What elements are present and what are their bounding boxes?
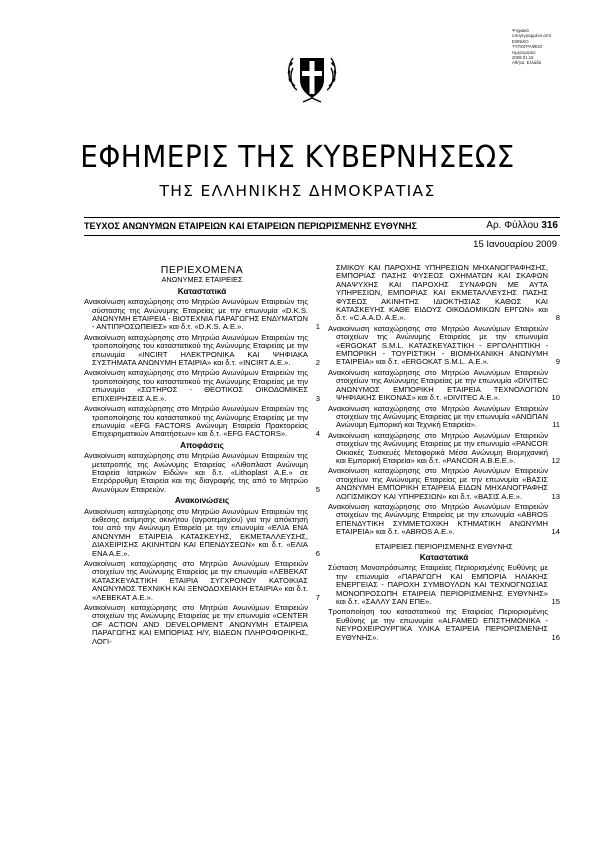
toc-page-number: 1 — [315, 322, 320, 332]
stamp-line: υπογεγραμμένο από — [512, 33, 552, 39]
toc-entry-text: Ανακοίνωση καταχώρησης στο Μητρώο Ανωνύμων Εταιρειών στοιχείων της Ανώνυμης Εταιρείας με την επωνυμία «ΛΕΒΕΚΑΤ ΚΑΤΑΣΚΕΥΑΣΤΙΚΗ ΕΤΑΙΡΙΑ ΣΥΓΧΡΟΝΟΥ ΚΑΤΟΙΚΙΑΣ ΑΝΩΝΥΜΟΣ ΤΕΧΝΙΚΗ ΚΑΙ ΞΕΝΟΔΟΧΕΙΑΚΗ ΕΤΑΙΡΙΑ» και δ.τ. «ΛΕΒΕΚΑΤ Α.Ε.». — [84, 559, 308, 602]
gazette-subtitle: ΤΗΣ ΕΛΛΗΝΙΚΗΣ ΔΗΜΟΚΡΑΤΙΑΣ — [159, 182, 436, 200]
toc-page-number: 7 — [315, 592, 320, 602]
toc-entry-continued[interactable] — [328, 264, 560, 323]
stamp-line: Ψηφιακά — [512, 28, 529, 33]
toc-entry[interactable] — [84, 369, 320, 403]
toc-entry-text: Ανακοίνωση καταχώρησης στο Μητρώο Ανωνύμων Εταιρειών στοιχείων της Ανώνυμης Εταιρείας με την επωνυμία «PANCOR Οικιακές Συσκευές Μεταφορικά Μέσα Ανώνυμη Βιομηχανική και Εμπορική Εταιρεία» και δ.τ. «PANCOR A.B.E.E.». — [328, 430, 548, 465]
subsection-heading: Καταστατικά — [419, 553, 469, 562]
toc-page-number: 6 — [315, 548, 320, 558]
toc-entry[interactable] — [328, 405, 560, 430]
toc-entry[interactable] — [84, 405, 320, 439]
toc-entry[interactable] — [328, 432, 560, 466]
toc-page-number: 9 — [555, 357, 560, 367]
gazette-title: ΕΦΗΜΕΡΙΣ ΤΗΣ ΚΥΒΕΡΝΗΣΕΩΣ — [80, 140, 515, 175]
toc-entry-text: Ανακοίνωση καταχώρησης στο Μητρώο Ανωνύμων Εταιρειών της μετατροπής της Ανώνυμης Εταιρείας «Λιθοπλαστ Ανώνυμη Εταιρεία Ιατρικών Ειδών» και δ.τ. «Lithoplast A.E.» σε Ετερόρρυθμη Εταιρεία και της διαγραφής της από το Μητρώο Ανωνύμων Εταιρειών. — [84, 451, 308, 494]
toc-page-number: 5 — [315, 484, 320, 494]
stamp-line: 2009.01.15 — [512, 55, 534, 61]
toc-page-number: 14 — [551, 527, 560, 537]
toc-page-number: 10 — [551, 393, 560, 403]
toc-page-number: 8 — [555, 313, 560, 323]
toc-column-right — [328, 264, 560, 644]
issue-bar — [84, 219, 560, 234]
toc-page-number: 2 — [315, 358, 320, 368]
toc-page-number: 3 — [315, 393, 320, 403]
toc-entry[interactable] — [84, 334, 320, 368]
subsection-heading: Καταστατικά — [177, 286, 227, 296]
stamp-line: ΕΘΝΙΚΟ — [512, 38, 529, 44]
greek-coat-of-arms-icon — [285, 46, 339, 110]
sheet-number-label — [486, 220, 558, 231]
toc-entry-text: Ανακοίνωση καταχώρησης στο Μητρώο Ανωνύμων Εταιρειών στοιχείων της Ανώνυμης Εταιρείας με την επωνυμία «CENTER OF ACTION AND DEVELOPMENT ΑΝΩΝΥΜΗ ΕΤΑΙΡΕΙΑ ΠΑΡΑΓΩΓΗΣ ΚΑΙ ΕΜΠΟΡΙΑΣ Η/Υ, ΒΙΔΕΩΝ ΠΛΗΡΟΦΟΡΙΚΗΣ, ΛΟΓΙ- — [84, 603, 308, 646]
divider — [84, 217, 560, 218]
toc-entry-text: Ανακοίνωση καταχώρησης στο Μητρώο Ανωνύμων Εταιρειών στοιχείων της Ανώνυμης Εταιρείας με την επωνυμία «DIVITEC ΑΝΩΝΥΜΟΣ ΕΜΠΟΡΙΚΗ ΕΤΑΙΡΕΙΑ ΤΕΧΝΟΛΟΓΙΩΝ ΨΗΦΙΑΚΗΣ ΕΙΚΟΝΑΣ» και δ.τ. «DIVITEC A.E.». — [328, 367, 548, 403]
toc-page-number: 16 — [551, 632, 560, 642]
toc-column-left — [84, 264, 320, 648]
section-heading: ΕΤΑΙΡΕΙΕΣ ΠΕΡΙΟΡΙΣΜΕΝΗΣ ΕΥΘΥΝΗΣ — [375, 541, 513, 551]
sheet-label: Αρ. Φύλλου — [486, 220, 539, 231]
toc-entry-text: Ανακοίνωση καταχώρησης στο Μητρώο Ανωνύμων Εταιρειών της τροποποίησης του καταστατικού της Ανώνυμης Εταιρείας με την επωνυμία «EFG FACTORS Ανώνυμη Εταιρεία Πρακτορείας Επιχειρηματικών Απαιτήσεων» και δ.τ. «EFG FACTORS». — [84, 404, 308, 439]
issue-type: ΤΕΥΧΟΣ ΑΝΩΝΥΜΩΝ ΕΤΑΙΡΕΙΩΝ ΚΑΙ ΕΤΑΙΡΕΙΩΝ ΠΕΡΙΩΡΙΣΜΕΝΗΣ ΕΥΘΥΝΗΣ — [84, 221, 417, 231]
sheet-number: 316 — [541, 220, 558, 231]
toc-entry[interactable] — [328, 503, 560, 537]
toc-entry-text: Ανακοίνωση καταχώρησης στο Μητρώο Ανωνύμων Εταιρειών στοιχείων της Ανώνυμης Εταιρείας με την επωνυμία «ERGOKAT S.M.L. ΚΑΤΑΣΚΕΥΑΣΤΙΚΗ - ΕΡΓΟΛΗΠΤΙΚΗ - ΕΜΠΟΡΙΚΗ - ΤΟΥΡΙΣΤΙΚΗ - ΒΙΟΜΗΧΑΝΙΚΗ ΑΝΩΝΥΜΗ ΕΤΑΙΡΕΙΑ» και δ.τ. «ERGOKAT S.M.L. Α.Ε.». — [328, 323, 548, 367]
toc-entry-text: Ανακοίνωση καταχώρησης στο Μητρώο Ανωνύμων Εταιρειών στοιχείων της Ανώνυμης Εταιρείας με την επωνυμία «ΒΑΣΙΣ ΑΝΩΝΥΜΗ ΕΜΠΟΡΙΚΗ ΕΤΑΙΡΕΙΑ ΕΙΔΩΝ ΜΗΧΑΝΟΓΡΑΦΗΣ ΛΟΓΙΣΜΙΚΟΥ ΚΑΙ ΥΠΗΡΕΣΙΩΝ» και δ.τ. «ΒΑΣΙΣ Α.Ε.». — [328, 466, 548, 501]
toc-page-number: 12 — [551, 455, 560, 465]
issue-date: 15 Ιανουαρίου 2009 — [473, 239, 557, 250]
toc-entry[interactable] — [328, 325, 560, 367]
subsection-heading: Ανακοινώσεις — [174, 496, 230, 506]
toc-entry[interactable] — [84, 452, 320, 494]
toc-entry[interactable] — [84, 604, 320, 646]
digital-signature-stamp — [512, 28, 584, 66]
toc-entry-text: Ανακοίνωση καταχώρησης στο Μητρώο Ανωνύμων Εταιρειών στοιχείων της Ανώνυμης Εταιρείας με την επωνυμία «ΑΝΩΠΑΝ Ανώνυμη Εμπορική και Τεχνική Εταιρεία». — [328, 403, 548, 430]
stamp-line: Ημερομηνία: — [512, 49, 536, 55]
toc-page-number: 11 — [552, 420, 560, 430]
toc-entry[interactable] — [84, 298, 320, 332]
toc-entry-text: Ανακοίνωση καταχώρησης στο Μητρώο Ανωνύμων Εταιρειών της τροποποίησης του καταστατικού της Ανώνυμης Εταιρείας με την επωνυμία «INCIRT ΗΛΕΚΤΡΟΝΙΚΑ ΚΑΙ ΨΗΦΙΑΚΑ ΣΥΣΤΗΜΑΤΑ ΑΝΩΝΥΜΗ ΕΤΑΙΡΙΑ» και δ.τ. «INCIRT A.E.». — [84, 332, 308, 368]
toc-entry-text: Ανακοίνωση καταχώρησης στο Μητρώο Ανωνύμων Εταιρειών της σύστασης της Ανώνυμης Εταιρείας με την επωνυμία «D.K.S. ΑΝΩΝΥΜΗ ΕΤΑΙΡΕΙΑ - ΒΙΟΤΕΧΝΙΑ ΠΑΡΑΓΩΓΗΣ ΕΝΔΥΜΑΤΩΝ - ΑΝΤΙΠΡΟΣΩΠΕΙΕΣ» και δ.τ. «D.K.S. Α.Ε.». — [84, 297, 308, 332]
toc-entry-text: Σύσταση Μονοπρόσωπης Εταιρείας Περιορισμένης Ευθύνης με την επωνυμία «ΠΑΡΑΓΩΓΗ ΚΑΙ ΕΜΠΟΡΙΑ ΗΛΙΑΚΗΣ ΕΝΕΡΓΕΙΑΣ - ΠΑΡΟΧΗ ΣΥΜΒΟΥΛΩΝ ΚΑΙ ΤΕΧΝΟΓΝΩΣΙΑΣ ΜΟΝΟΠΡΟΣΩΠΗ ΕΤΑΙΡΕΙΑ ΠΕΡΙΟΡΙΣΜΕΝΗΣ ΕΥΘΥΝΗΣ» και δ.τ. «ΣΑΛΛΥ ΣΑΝ ΕΠΕ». — [328, 563, 548, 607]
toc-entry[interactable] — [84, 508, 320, 558]
toc-entry-text: Ανακοίνωση καταχώρησης στο Μητρώο Ανωνύμων Εταιρειών της τροποποίησης του καταστατικού της Ανώνυμης Εταιρείας με την επωνυμία «ΣΩΤΗΡΟΣ - ΘΕΟΤΙΚΟΣ ΟΙΚΟΔΟΜΙΚΕΣ ΕΠΙΧΕΙΡΗΣΕΙΣ Α.Ε.». — [84, 368, 308, 403]
divider — [84, 235, 560, 236]
toc-page-number: 15 — [551, 597, 560, 607]
toc-heading: ΠΕΡΙΕΧΟΜΕΝΑ — [160, 264, 244, 276]
toc-entry[interactable] — [328, 564, 560, 606]
toc-page-number: 13 — [551, 491, 560, 501]
toc-page-number: 4 — [315, 429, 320, 439]
toc-entry-text: ΣΜΙΚΟΥ ΚΑΙ ΠΑΡΟΧΗΣ ΥΠΗΡΕΣΙΩΝ ΜΗΧΑΝΟΓΡΑΦΗΣΗΣ, ΕΜΠΟΡΙΑΣ ΠΑΣΗΣ ΦΥΣΕΩΣ ΟΧΗΜΑΤΩΝ ΚΑΙ ΣΚΑΦΩΝ ΑΝΑΨΥΧΗΣ ΚΑΙ ΠΑΡΟΧΗΣ ΣΥΝΑΦΩΝ ΜΕ ΑΥΤΑ ΥΠΗΡΕΣΙΩΝ, ΕΜΠΟΡΙΑΣ ΚΑΙ ΕΚΜΕΤΑΛΛΕΥΣΗΣ ΠΑΣΗΣ ΦΥΣΕΩΣ ΑΚΙΝΗΤΗΣ ΙΔΙΟΚΤΗΣΙΑΣ ΚΑΘΩΣ ΚΑΙ ΚΑΤΑΣΚΕΥΗΣ ΚΑΘΕ ΕΙΔΟΥΣ ΟΙΚΟΔΟΜΙΚΩΝ ΕΡΓΩΝ» και δ.τ. «C.A.A.D. A.E.». — [336, 263, 548, 323]
toc-entry[interactable] — [328, 369, 560, 403]
stamp-line: Αθήνα, Ελλάδα — [512, 60, 542, 66]
toc-entry[interactable] — [84, 560, 320, 602]
toc-entry-text: Ανακοίνωση καταχώρησης στο Μητρώο Ανωνύμων Εταιρειών στοιχείων της Ανώνυμης Εταιρείας με την επωνυμία «ABROS ΕΠΕΝΔΥΤΙΚΗ ΣΥΜΜΕΤΟΧΙΚΗ ΚΤΗΜΑΤΙΚΗ ΑΝΩΝΥΜΗ ΕΤΑΙΡΕΙΑ» και δ.τ. «ABROS A.E.». — [328, 501, 548, 537]
toc-entry[interactable] — [328, 608, 560, 642]
toc-entry-text: Τροποποίηση του καταστατικού της Εταιρείας Περιορισμένης Ευθύνης με την επωνυμία «ALFAMED ΕΠΙΣΤΗΜΟΝΙΚΑ - ΝΕΥΡΟΧΕΙΡΟΥΡΓΙΚΑ ΥΛΙΚΑ ΕΤΑΙΡΕΙΑ ΠΕΡΙΟΡΙΣΜΕΝΗΣ ΕΥΘΥΝΗΣ». — [328, 607, 548, 642]
subsection-heading: Αποφάσεις — [180, 440, 224, 450]
toc-entry[interactable] — [328, 467, 560, 501]
section-heading: ΑΝΩΝΥΜΕΣ ΕΤΑΙΡΕΙΕΣ — [161, 275, 243, 285]
stamp-line: ΤΥΠΟΓΡΑΦΕΙΟ — [512, 44, 543, 50]
toc-entry-text: Ανακοίνωση καταχώρησης στο Μητρώο Ανωνύμων Εταιρειών της έκθεσης εκτίμησης ακινήτου (αγροτεμαχίου) για την απόκτησή του από την Ανώνυμη Εταιρεία με την επωνυμία «ΕΛΙΑ ΕΝΑ ΑΝΩΝΥΜΗ ΕΤΑΙΡΕΙΑ ΚΑΤΑΣΚΕΥΗΣ, ΕΚΜΕΤΑΛΛΕΥΣΗΣ, ΔΙΑΧΕΙΡΙΣΗΣ ΑΚΙΝΗΤΩΝ ΚΑΙ ΕΠΕΝΔΥΣΕΩΝ» και δ.τ. «ΕΛΙΑ ΕΝΑ Α.Ε.». — [84, 506, 308, 558]
